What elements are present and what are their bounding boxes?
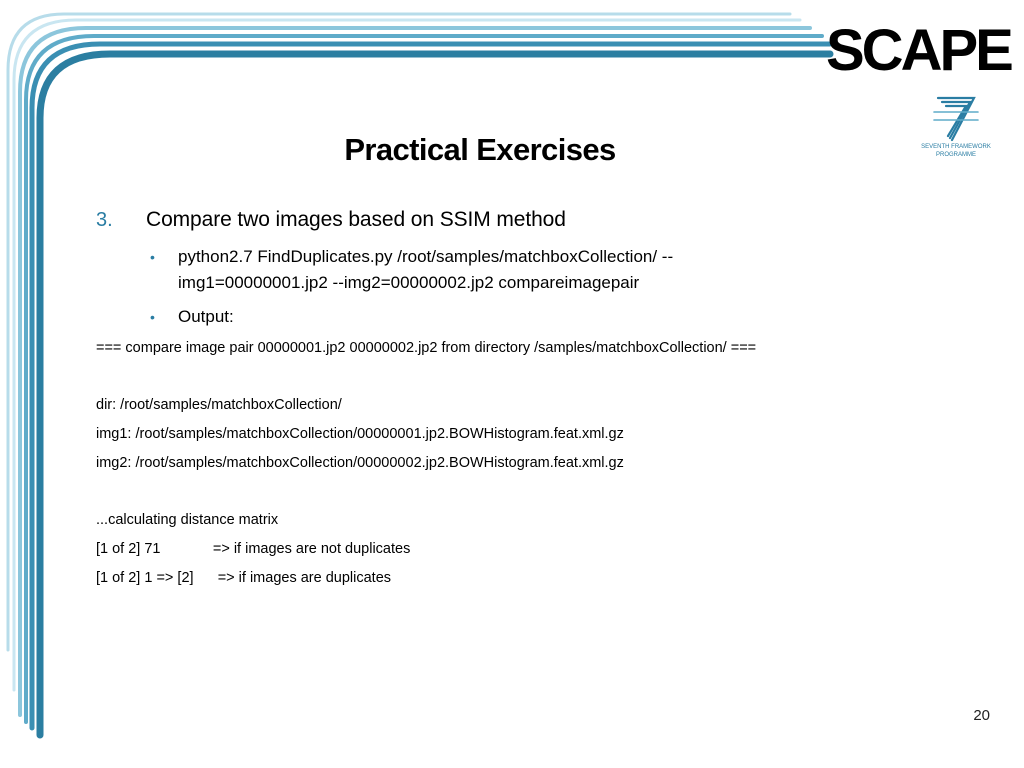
output-line: img2: /root/samples/matchboxCollection/00000002.jp2.BOWHistogram.feat.xml.gz (96, 455, 624, 471)
output-line: [1 of 2] 1 => [2] => if images are duplicates (96, 570, 392, 586)
brand-logo: SCAPE (826, 18, 1011, 83)
output-line: === compare image pair 00000001.jp2 00000002.jp2 from directory /samples/matchboxCollection/ === (96, 340, 757, 356)
output-line: img1: /root/samples/matchboxCollection/00000001.jp2.BOWHistogram.feat.xml.gz (96, 426, 624, 442)
output-line: [1 of 2] 71 => if images are not duplicates (96, 541, 411, 557)
bullet-command: python2.7 FindDuplicates.py /root/samples/matchboxCollection/ --img1=00000001.jp2 --img2=00000002.jp2 compareimagepair (178, 247, 674, 292)
output-line: dir: /root/samples/matchboxCollection/ (96, 397, 342, 413)
list-item-text: Compare two images based on SSIM method (146, 208, 566, 231)
fp7-line2: PROGRAMME (935, 152, 977, 158)
bullet-icon: • (150, 249, 155, 265)
list-item-number: 3. (96, 209, 113, 231)
fp7-seven-logo-icon (916, 94, 996, 160)
slide-title: Practical Exercises (344, 132, 616, 167)
bullet-output-label: Output: (178, 307, 234, 326)
page-number: 20 (973, 707, 990, 724)
output-line: ...calculating distance matrix (96, 512, 279, 528)
bullet-icon: • (150, 309, 155, 325)
fp7-line1: SEVENTH FRAMEWORK (921, 144, 991, 150)
